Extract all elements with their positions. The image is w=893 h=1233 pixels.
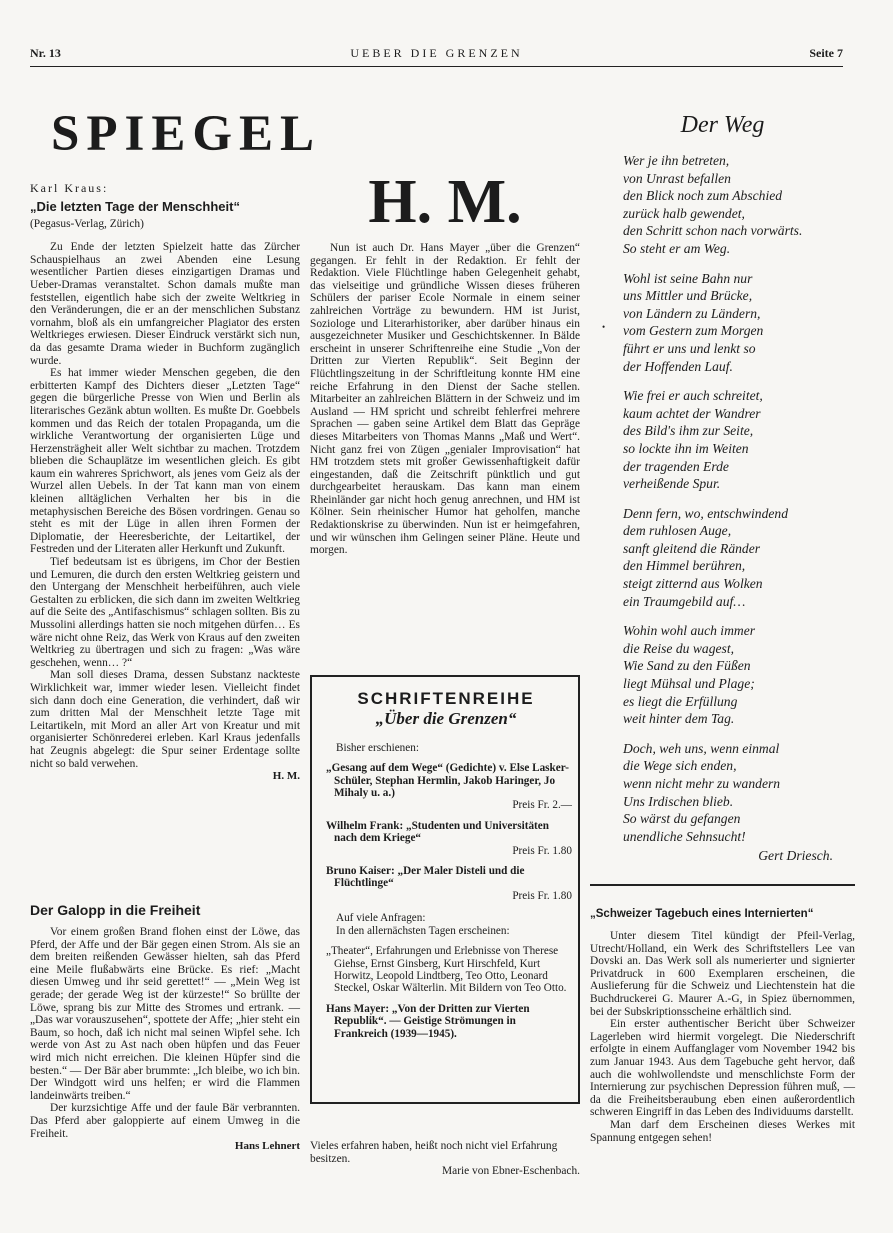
paragraph: Man darf dem Erscheinen dieses Werkes mit Spannung entgegen sehen! <box>590 1118 855 1144</box>
article-signature: Hans Lehnert <box>234 1140 300 1153</box>
spiegel-article <box>30 182 300 783</box>
quote-text: Vieles erfahren haben, heißt noch nicht viel Erfahrung besitzen. <box>310 1140 558 1165</box>
list-item <box>320 820 572 857</box>
poem-line: Wohl ist seine Bahn nur <box>623 270 753 286</box>
poem-line: Wie Sand zu den Füßen <box>623 658 751 674</box>
list-item <box>320 865 572 902</box>
poem-line: den Schritt schon nach vorwärts. <box>623 223 803 239</box>
poem-line: so lockte ihn im Weiten <box>623 440 749 456</box>
poem-line: So wärst du gefangen <box>623 811 741 827</box>
header-rule <box>30 66 843 67</box>
poem-line: des Bild's ihm zur Seite, <box>623 423 754 439</box>
list-item: Hans Mayer: „Von der Dritten zur Vierten Republik“. — Geistige Strömungen in Frankreich (1939—1945). <box>326 1002 530 1040</box>
paragraph: Vor einem großen Brand flohen einst der Löwe, das Pferd, der Affe und der Bär gegen einen Strom. Als sie an dem breiten reißenden Gewässer hielten, sah das Pferd eine Meile flußabwärts eine Brücke. Es rief: „Macht diesen Umweg und ihr seid gerettet!“ — „Mein Weg ist gerade; der gerade Weg ist der kürzeste!“ So brüllte der Löwe, sprang bis zur Mitte des Stromes und ertrank. — „Das war vorauszusehen“, spottete der Affe; „hier steht ein Baum, so hoch, daß ich nicht mal seinen Wipfel sehe. Ich werde von Ast zu Ast nach oben hüpfen und das Feuer wird mich nicht erreichen. Die kleinen Hüpfer sind die besten.“ — Der Bär aber brummte: „Ich bleibe, wo ich bin. Der Windgott wird uns helfen; er wird die Flammen landeinwärts treiben.“ <box>30 926 300 1102</box>
poem-title: Der Weg <box>680 112 765 138</box>
request-line: Auf viele Anfragen: <box>336 912 426 925</box>
poem-line: ein Traumgebild auf… <box>623 593 746 609</box>
page-header <box>30 46 843 64</box>
bullet-icon: • <box>602 322 606 332</box>
paragraph: Nun ist auch Dr. Hans Mayer „über die Grenzen“ gegangen. Er fehlt in der Redaktion. Er fehlt der Redaktion. Viele Flüchtlinge haben Gelegenheit gehabt, das vielseitige und gründliche Wissen dieses früheren Schülers der pariser Ecole Normale in einem seiner zahlreichen Vorträge zu bewundern. HM ist Jurist, Soziologe und Literarhistoriker, aber darüber hinaus ein ausgezeichneter Musiker und Geschichtskenner. In Bälde erscheint in unserer Schriftenreihe eine Studie „Von der Dritten zur Vierten Republik“. Seit Beginn der Flüchtlingszeitung in der Schriftleitung konnte HM eine reiche Erfahrung in den Dienst der Sache stellen. Mitarbeiter an zahlreichen Blättern in der Schweiz und im Ausland — HM spricht und schreibt fehlerfrei mehrere Sprachen — gaben seine Artikel dem Blatt das Gepräge dieses Mitarbeiters von Thomas Manns „Maß und Wert“. Nicht ganz frei von Zügen „genialer Improvisation“ hat HM trotzdem stets mit großer Gewissenhaftigkeit dafür eingestanden, daß die Zeitschrift pünktlich und gut durchgearbeitet herauskam. Das kann man einem Rheinländer gar nicht hoch genug anrechnen, und HM ist Kölner. Sein rheinischer Humor hat geholfen, manche Redaktionskrise zu überwinden. Nun ist er heimgefahren, und wir wünschen ihm Gelingen seiner Pläne. Heute und morgen. <box>310 242 580 557</box>
poem-line: Wohin wohl auch immer <box>623 623 756 639</box>
journal-title: UEBER DIE GRENZEN <box>350 46 523 60</box>
article-author: Karl Kraus: <box>30 181 109 195</box>
paragraph: Es hat immer wieder Menschen gegeben, die den erbitterten Kampf des Dichters dieser „Letzten Tage“ gegen die bürgerliche Presse von Wien und Berlin als literarisches Gezänk abtun wollten. Es mußte Dr. Goebbels kommen und das Reich der totalen Propaganda, um die wirkliche Verantwortung der organisierten Lüge und Herzensträgheit aller Welt sichtbar zu machen. Trotzdem blieben die Schauplätze im wesentlichen gleich. Es gibt kaum ein wahreres Sprichwort, als jenes vom Geiz als der Wurzel allen Uebels. In der Tat kann man von einem kleinen alltäglichen Verhalten her bis in die metaphysischen Bereiche des Bösen vordringen. Genau so steht es mit der Lüge in allen ihren Formen der Diplomatie, der Heeresberichte, der Leitartikel, der Festreden und der Literaten aller Herkunft und Zukunft. <box>30 367 300 556</box>
page-number: Seite 7 <box>809 46 843 60</box>
published-label: Bisher erschienen: <box>336 741 419 754</box>
poem-line: weit hinter dem Tag. <box>623 711 735 727</box>
poem-line: es liegt die Erfüllung <box>623 693 738 709</box>
poem-line: von Unrast befallen <box>623 170 731 186</box>
paragraph: Ein erster authentischer Bericht über Schweizer Lagerleben wird hiermit vorgelegt. Die Niederschrift erfolgte in einem Auffanglager vom November 1942 bis zum Januar 1943. Aus dem Tagebuche geht hervor, daß auch die wohlwollendste und menschlichste Form der Internierung zur psychischen Depression führen muß, — da die Freiheitsberaubung eben einen außerordentlich schweren Eingriff in das Leben des Individuums darstellt. <box>590 1018 855 1119</box>
poem-line: liegt Mühsal und Plage; <box>623 676 755 692</box>
poem-stanza <box>623 270 855 376</box>
poem-line: dem ruhlosen Auge, <box>623 523 732 539</box>
poem-stanza <box>623 505 855 611</box>
poem-line: der Hoffenden Lauf. <box>623 358 733 374</box>
spiegel-heading: SPIEGEL <box>50 106 322 162</box>
entry-text: Wilhelm Frank: „Studenten und Universitäten nach dem Kriege“ <box>326 819 549 845</box>
poem-line: verheißende Spur. <box>623 476 721 492</box>
entry-price: Preis Fr. 1.80 <box>512 889 572 902</box>
schriftenreihe-box <box>310 675 580 1104</box>
issue-number: Nr. 13 <box>30 46 61 60</box>
article-publisher: (Pegasus-Verlag, Zürich) <box>30 217 144 230</box>
poem-stanza <box>623 740 855 846</box>
article-title: „Schweizer Tagebuch eines Internierten“ <box>590 908 814 920</box>
hm-article <box>310 242 580 557</box>
poem-line: den Blick noch zum Abschied <box>623 188 783 204</box>
poem-line: Wie frei er auch schreitet, <box>623 388 763 404</box>
galopp-article <box>30 902 300 1153</box>
poem-line: kaum achtet der Wandrer <box>623 405 761 421</box>
poem-line: uns Mittler und Brücke, <box>623 288 753 304</box>
poem-line: So steht er am Weg. <box>623 240 731 256</box>
quote <box>310 1140 580 1178</box>
paragraph: Unter diesem Titel kündigt der Pfeil-Verlag, Utrecht/Holland, ein Werk des Schriftstellers Lee van Dovski an. Das Werk soll als numerierter und signierter Privatdruck in 600 Exemplaren erscheinen, die Auslieferung für die Schweiz und Liechtenstein hat die Buchdruckerei G. Maurer A.-G, in Spiez übernommen, bei der Subskriptionsscheine erhältlich sind. <box>590 930 855 1018</box>
article-title: „Die letzten Tage der Menschheit“ <box>30 198 240 214</box>
poem-stanza <box>623 622 855 728</box>
poem-line: Uns Irdischen blieb. <box>623 793 734 809</box>
request-line: In den allernächsten Tagen erscheinen: <box>336 924 510 937</box>
box-subtitle: „Über die Grenzen“ <box>375 709 517 729</box>
poem-line: Doch, weh uns, wenn einmal <box>623 740 780 756</box>
paragraph: Tief bedeutsam ist es übrigens, im Chor der Bestien und Lemuren, die durch den ersten Weltkrieg geistern und den Untergang der Menschheit herbeiführen, auch viele Gestalten zu erblicken, die sich dann im zweiten Weltkrieg auf die Seite des „Antifaschismus“ schlagen sollten. Bis zu Mussolini allerdings hatten sie noch mitgehen dürfen… Es wäre nicht ohne Reiz, das Werk von Kraus auf den zweiten Weltkrieg zu übertragen und sich zu fragen: „Was wäre geschehen, wenn… ?“ <box>30 556 300 669</box>
poem-line: führt er uns und lenkt so <box>623 340 756 356</box>
box-title: SCHRIFTENREIHE <box>357 689 535 708</box>
entry-text: „Gesang auf dem Wege“ (Gedichte) v. Else Lasker-Schüler, Stephan Hermlin, Jakob Haringer, Jo Mihaly u. a.) <box>326 762 569 800</box>
poem-author: Gert Driesch. <box>758 848 833 864</box>
poem-line: sanft gleitend die Ränder <box>623 540 761 556</box>
tagebuch-article <box>590 906 855 1144</box>
paragraph: Der kurzsichtige Affe und der faule Bär verbrannten. Das Pferd aber galoppierte auf einem Umweg in die Freiheit. <box>30 1102 300 1140</box>
poem-line: wenn nicht mehr zu wandern <box>623 776 781 791</box>
poem <box>623 152 855 865</box>
poem-line: Wer je ihn betreten, <box>623 153 730 168</box>
list-item <box>320 762 572 812</box>
column-divider <box>590 884 855 886</box>
article-title: Der Galopp in die Freiheit <box>30 902 201 918</box>
hm-heading: H. M. <box>368 168 522 236</box>
poem-line: der tragenden Erde <box>623 458 729 474</box>
poem-line: zurück halb gewendet, <box>623 205 745 221</box>
entry-price: Preis Fr. 1.80 <box>512 844 572 857</box>
list-item: „Theater“, Erfahrungen und Erlebnisse von Therese Giehse, Ernst Ginsberg, Kurt Hirschfeld, Kurt Horwitz, Leopold Lindtberg, Teo Otto, Leonard Steckel, Oskar Wälterlin. Mit Bildern von Teo Otto. <box>326 945 567 995</box>
poem-line: von Ländern zu Ländern, <box>623 305 761 321</box>
poem-stanza <box>623 387 855 493</box>
entry-price: Preis Fr. 2.— <box>512 799 572 812</box>
quote-author: Marie von Ebner-Eschenbach. <box>442 1165 580 1178</box>
poem-line: den Himmel berühren, <box>623 558 746 574</box>
paragraph: Zu Ende der letzten Spielzeit hatte das Zürcher Schauspielhaus an zwei Abenden eine Lesung wesentlicher Partien dieses einzigartigen Dramas und Ueber-Dramas veranstaltet. Schon damals mußte man feststellen, eigentlich habe sich der zweite Weltkrieg in den Veränderungen, die er an der menschlichen Substanz vornahm, bloß als ein umfangreicher Plagiator des ersten Weltkrieges erwiesen. Dieser Eindruck verstärkt sich nun, da das gesamte Drama wieder in Buchform zugänglich wurde. <box>30 241 300 367</box>
poem-stanza <box>623 152 855 258</box>
poem-line: die Wege sich enden, <box>623 758 737 774</box>
poem-line: die Reise du wagest, <box>623 640 734 656</box>
poem-line: vom Gestern zum Morgen <box>623 323 764 339</box>
article-signature: H. M. <box>272 770 300 783</box>
poem-line: Denn fern, wo, entschwindend <box>623 505 788 521</box>
poem-line: unendliche Sehnsucht! <box>623 828 746 844</box>
poem-line: steigt zitternd aus Wolken <box>623 576 763 592</box>
paragraph: Man soll dieses Drama, dessen Substanz nackteste Wirklichkeit war, immer wieder lesen. Vielleicht findet sich dann doch eine Generation, die verhindert, daß wir zum dritten Mal der Menschheit letzte Tage mit Leitartikeln, mit Mord an aller Art von Kreatur und mit organisierter Schönrederei erleben. Karl Kraus jedenfalls hat Zeugnis abgelegt: die Spur seiner Erdentage sollte nicht so bald verwehen. <box>30 669 300 770</box>
entry-text: Bruno Kaiser: „Der Maler Disteli und die Flüchtlinge“ <box>326 865 525 890</box>
